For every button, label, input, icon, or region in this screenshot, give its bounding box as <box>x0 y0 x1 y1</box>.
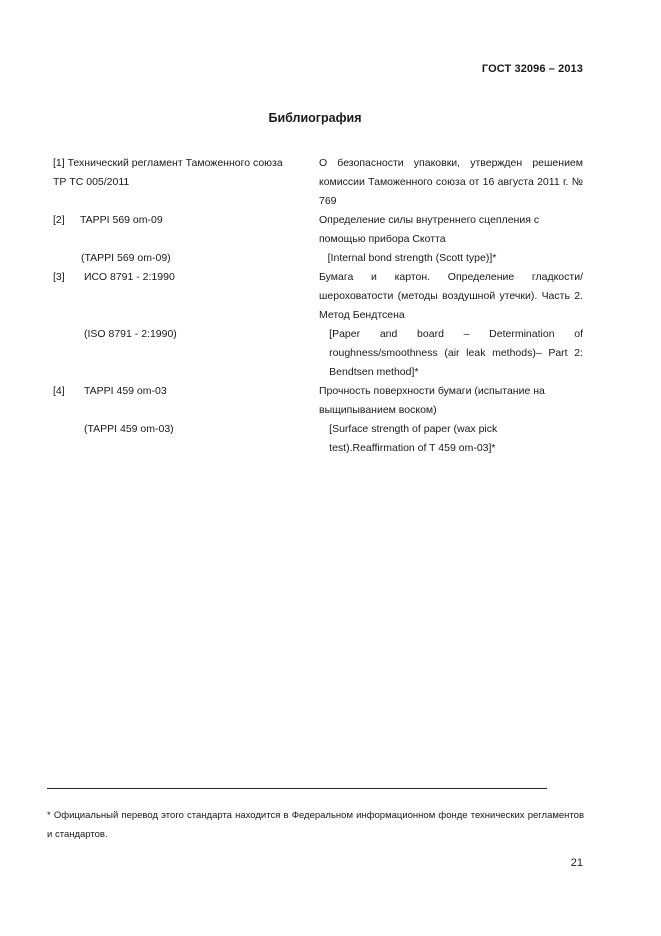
entry-1-designation-line1: [1] Технический регламент Таможенного союза <box>53 157 283 169</box>
entry-2-title: Определение силы внутреннего сцепления с помощью прибора Скотта <box>319 214 540 245</box>
entry-3-original-code: (ISO 8791 - 2:1990) <box>84 328 177 340</box>
entry-3-original-title: [Paper and board – Determination of roughness/smoothness (air leak methods)– Part 2: Bendtsen method]* <box>329 328 583 378</box>
page-title: Библиография <box>268 111 362 125</box>
entry-4-code: TAPPI 459 om-03 <box>84 385 167 397</box>
entry-2-original-code: (TAPPI 569 om-09) <box>81 252 171 264</box>
entry-1-designation-line2: ТР ТС 005/2011 <box>53 176 130 188</box>
entry-1-designation <box>53 154 308 211</box>
entry-4-number: [4] <box>53 385 65 397</box>
entry-2-number: [2] <box>53 214 65 226</box>
bibliography-entry-1 <box>53 154 583 211</box>
entry-2-original-title: [Internal bond strength (Scott type)]* <box>327 252 497 264</box>
entry-4-original-title: [Surface strength of paper (wax pick test).Reaffirmation of T 459 om-03]* <box>329 423 498 454</box>
entry-3-title: Бумага и картон. Определение гладкости/ шероховатости (методы воздушной утечки). Часть 2. Метод Бендтсена <box>319 271 583 321</box>
entry-3-code: ИСО 8791 - 2:1990 <box>84 271 175 283</box>
entry-2-code: TAPPI 569 om-09 <box>80 214 163 226</box>
entry-3-number: [3] <box>53 271 65 283</box>
bibliography-entry-2-original <box>53 249 583 268</box>
entry-4-original-code: (TAPPI 459 om-03) <box>84 423 174 435</box>
footnote-separator <box>47 788 547 789</box>
entry-1-title: О безопасности упаковки, утвержден решением комиссии Таможенного союза от 16 августа 2011 г. № 769 <box>319 157 583 207</box>
bibliography-list <box>53 154 583 458</box>
standard-code: ГОСТ 32096 – 2013 <box>481 63 583 75</box>
entry-4-title: Прочность поверхности бумаги (испытание на выщипыванием воском) <box>319 385 545 416</box>
bibliography-entry-2 <box>53 211 583 249</box>
entry-2-designation <box>53 211 308 249</box>
bibliography-entry-4-original <box>53 420 583 458</box>
bibliography-entry-3 <box>53 268 583 325</box>
entry-3-designation <box>53 268 308 325</box>
entry-4-designation <box>53 382 308 420</box>
page-number: 21 <box>570 857 583 869</box>
bibliography-entry-3-original <box>53 325 583 382</box>
footnote: * Официальный перевод этого стандарта находится в Федеральном информационном фонде технических регламентов и стандартов. <box>47 810 584 840</box>
bibliography-entry-4 <box>53 382 583 420</box>
